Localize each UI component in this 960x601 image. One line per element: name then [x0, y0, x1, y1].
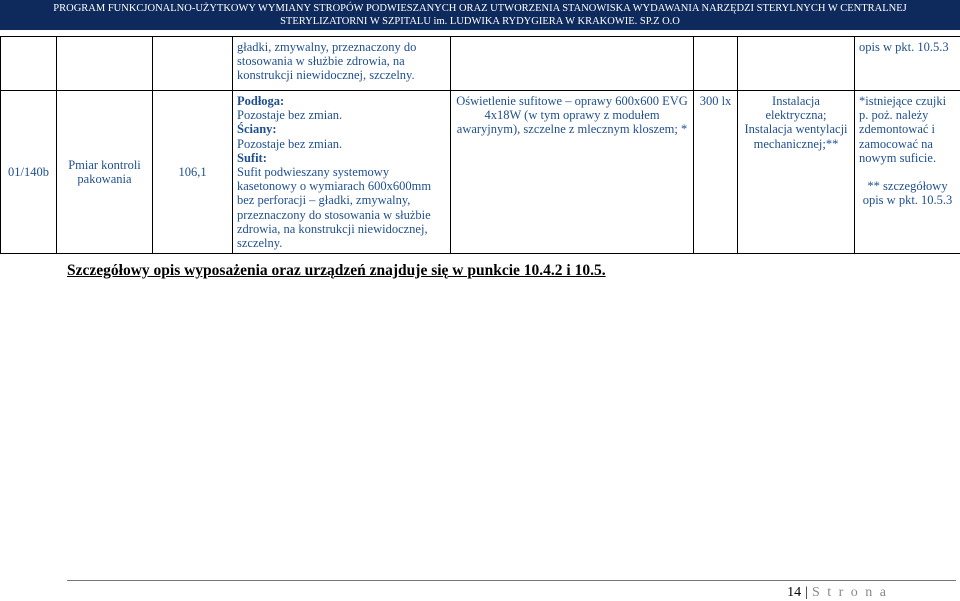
table-row [1, 91, 960, 254]
page-number [787, 585, 888, 601]
finish-description [233, 91, 451, 254]
floor-text: Pozostaje bez zmian. [237, 108, 343, 123]
room-number: 01/140b [1, 91, 57, 254]
cell-empty [57, 37, 153, 91]
ceiling-heading: Sufit: [237, 150, 267, 165]
notes-text: *istniejące czujki p. poż. należy zdemontować i zamocować na nowym suficie. [859, 94, 947, 165]
lux-value: 300 lx [694, 91, 738, 254]
notes-text: ** szczegółowy opis w pkt. 10.5.3 [862, 179, 953, 208]
notes-text: opis w pkt. 10.5.3 [859, 40, 949, 54]
walls-heading: Ściany: [237, 122, 277, 137]
room-area: 106,1 [153, 91, 233, 254]
ceiling-continued-text: gładki, zmywalny, przeznaczony do stosowania w służbie zdrowia, na konstrukcji niewidocznej, szczelny. [237, 40, 417, 83]
installations: Instalacja elektryczna; Instalacja wentylacji mechanicznej;** [738, 91, 855, 254]
finish-description [233, 37, 451, 91]
cell-empty [1, 37, 57, 91]
room-name: Pmiar kontroli pakowania [57, 91, 153, 254]
floor-heading: Podłoga: [237, 94, 285, 108]
page-separator: | [805, 585, 808, 600]
document-header [0, 0, 960, 30]
page-word: S t r o n a [811, 585, 888, 600]
walls-text: Pozostaje bez zmian. [237, 136, 343, 151]
header-line-2: STERYLIZATORNI W SZPITALU im. LUDWIKA RYDYGIERA W KRAKOWIE. SP.Z O.O [280, 16, 680, 27]
cell-empty [694, 37, 738, 91]
table-row [1, 37, 960, 91]
notes-cell [855, 37, 960, 91]
page-number-value: 14 [787, 585, 802, 600]
room-table [0, 36, 960, 254]
notes-cell [855, 91, 960, 254]
footer-divider [67, 580, 956, 581]
cell-empty [153, 37, 233, 91]
cell-empty [738, 37, 855, 91]
equipment-summary: Szczegółowy opis wyposażenia oraz urządzeń znajduje się w punkcie 10.4.2 i 10.5. [67, 262, 606, 279]
lighting-description: Oświetlenie sufitowe – oprawy 600x600 EVG 4x18W (w tym oprawy z modułem awaryjnym), szczelne z mlecznym kloszem; * [451, 91, 694, 254]
cell-empty [451, 37, 694, 91]
header-line-1: PROGRAM FUNKCJONALNO-UŻYTKOWY WYMIANY STROPÓW PODWIESZANYCH ORAZ UTWORZENIA STANOWISKA WYDAWANIA NARZĘDZI STERYLNYCH W CENTRALNEJ [53, 3, 907, 14]
ceiling-text: Sufit podwieszany systemowy kasetonowy o wymiarach 600x600mm bez perforacji – gładki, zmywalny, przeznaczony do stosowania w służbie zdrowia, na konstrukcji niewidocznej, szczelny. [237, 165, 432, 251]
